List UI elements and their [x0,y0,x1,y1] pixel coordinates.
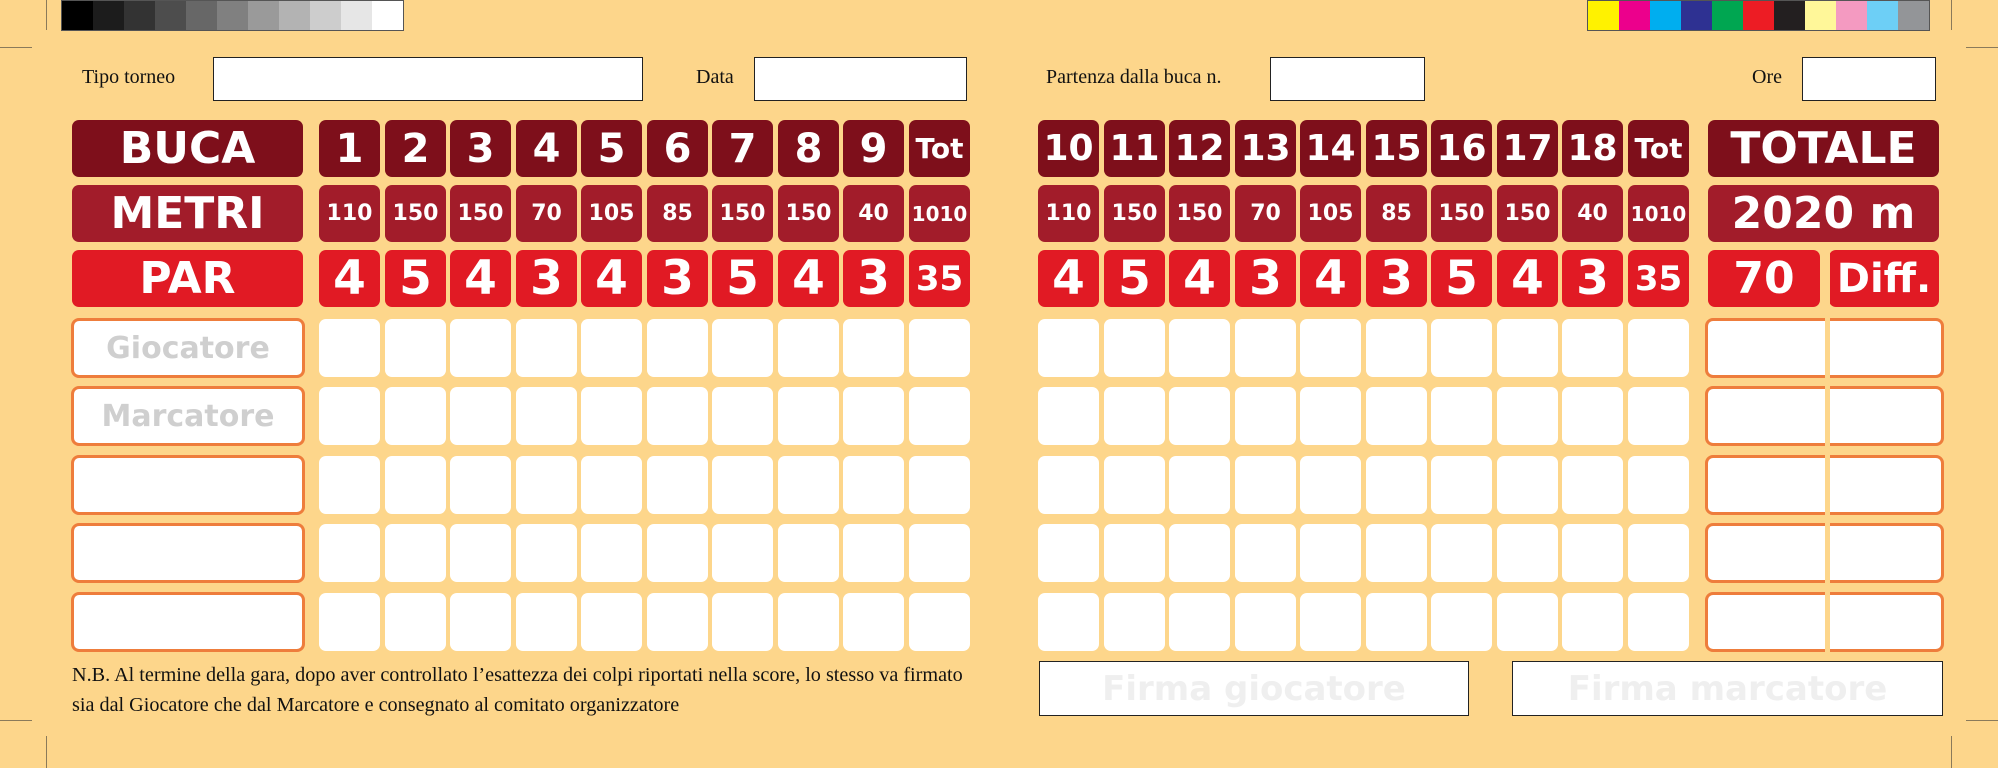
score-cell[interactable] [843,456,904,514]
ore-field[interactable] [1802,57,1936,101]
score-cell[interactable] [1104,456,1165,514]
score-cell[interactable] [1038,319,1099,377]
crop-mark [1951,0,1952,30]
score-cell[interactable] [1562,319,1623,377]
score-cell[interactable] [581,456,642,514]
partenza-label: Partenza dalla buca n. [1046,66,1222,88]
score-cell[interactable] [385,524,446,582]
score-cell[interactable] [909,319,970,377]
score-cell[interactable] [1431,593,1492,651]
tipo-torneo-label: Tipo torneo [82,66,176,88]
score-cell[interactable] [1497,319,1558,377]
calibration-swatch [341,1,372,30]
front-par-cell: 5 [385,250,446,307]
front-metri-cell: 150 [778,185,839,242]
tipo-torneo-field[interactable] [213,57,643,101]
score-cell[interactable] [1300,593,1361,651]
back-hole-cell: Tot [1628,120,1689,177]
score-cell[interactable] [647,319,708,377]
score-cell[interactable] [1104,593,1165,651]
ore-label: Ore [1752,66,1782,88]
calibration-swatch [310,1,341,30]
score-cell[interactable] [1169,593,1230,651]
score-cell[interactable] [1235,593,1296,651]
front-par-cell: 5 [712,250,773,307]
calibration-swatch [217,1,248,30]
score-cell[interactable] [450,524,511,582]
score-cell[interactable] [1169,319,1230,377]
calibration-swatch [1619,1,1650,30]
color-calibration-bar [1587,0,1930,31]
front-hole-cell: 3 [450,120,511,177]
score-cell[interactable] [1562,456,1623,514]
back-hole-cell: 17 [1497,120,1558,177]
front-hole-cell: 4 [516,120,577,177]
crop-mark [0,720,32,721]
crop-mark [46,736,47,768]
front-par-cell: 4 [450,250,511,307]
par-label: PAR [72,250,303,307]
calibration-swatch [1898,1,1929,30]
front-par-cell: 4 [581,250,642,307]
calibration-swatch [1743,1,1774,30]
score-cell[interactable] [1104,524,1165,582]
score-cell[interactable] [1104,319,1165,377]
score-cell[interactable] [1497,524,1558,582]
score-cell[interactable] [1366,387,1427,445]
player-name-giocatore[interactable]: Giocatore [71,318,305,378]
score-cell[interactable] [1038,456,1099,514]
calibration-swatch [155,1,186,30]
calibration-swatch [248,1,279,30]
calibration-swatch [1681,1,1712,30]
score-cell[interactable] [1235,319,1296,377]
score-cell[interactable] [1628,593,1689,651]
score-cell[interactable] [712,387,773,445]
score-cell[interactable] [319,456,380,514]
score-cell[interactable] [1169,387,1230,445]
score-cell[interactable] [712,593,773,651]
score-cell[interactable] [1235,456,1296,514]
score-cell[interactable] [909,456,970,514]
back-metri-cell: 70 [1235,185,1296,242]
score-cell[interactable] [1497,593,1558,651]
partenza-field[interactable] [1270,57,1425,101]
score-cell[interactable] [1300,456,1361,514]
front-hole-cell: 1 [319,120,380,177]
score-cell[interactable] [319,593,380,651]
score-cell[interactable] [1562,593,1623,651]
score-cell[interactable] [450,593,511,651]
score-cell[interactable] [647,593,708,651]
score-cell[interactable] [1235,524,1296,582]
player-name-marcatore[interactable]: Marcatore [71,386,305,446]
score-cell[interactable] [778,524,839,582]
score-cell[interactable] [1300,387,1361,445]
back-par-cell: 3 [1366,250,1427,307]
firma-marcatore-field[interactable]: Firma marcatore [1512,661,1943,716]
score-cell[interactable] [516,593,577,651]
score-cell[interactable] [778,387,839,445]
score-cell[interactable] [843,593,904,651]
calibration-swatch [279,1,310,30]
metri-label: METRI [72,185,303,242]
front-metri-cell: 150 [385,185,446,242]
front-par-cell: 3 [516,250,577,307]
back-metri-cell: 40 [1562,185,1623,242]
firma-giocatore-field[interactable]: Firma giocatore [1039,661,1469,716]
front-par-cell: 35 [909,250,970,307]
calibration-swatch [62,1,93,30]
score-cell[interactable] [581,593,642,651]
score-cell[interactable] [712,319,773,377]
back-hole-cell: 13 [1235,120,1296,177]
score-cell[interactable] [909,524,970,582]
front-metri-cell: 150 [712,185,773,242]
front-hole-cell: Tot [909,120,970,177]
front-hole-cell: 6 [647,120,708,177]
front-metri-cell: 150 [450,185,511,242]
player-name-row-3[interactable] [71,455,305,515]
score-cell[interactable] [1628,524,1689,582]
total-diff-divider [1825,244,1830,656]
back-metri-cell: 150 [1431,185,1492,242]
score-cell[interactable] [647,387,708,445]
front-metri-cell: 85 [647,185,708,242]
score-cell[interactable] [909,593,970,651]
score-cell[interactable] [1431,524,1492,582]
back-metri-cell: 105 [1300,185,1361,242]
score-cell[interactable] [1497,387,1558,445]
score-cell[interactable] [647,456,708,514]
score-cell[interactable] [843,319,904,377]
diff-label: Diff. [1829,250,1939,307]
score-cell[interactable] [1169,524,1230,582]
score-cell[interactable] [1431,319,1492,377]
score-cell[interactable] [516,456,577,514]
player-name-row-5[interactable] [71,592,305,652]
crop-mark [1951,736,1952,768]
back-par-cell: 3 [1562,250,1623,307]
back-hole-cell: 11 [1104,120,1165,177]
score-cell[interactable] [319,387,380,445]
front-metri-cell: 105 [581,185,642,242]
score-cell[interactable] [1562,524,1623,582]
front-hole-cell: 8 [778,120,839,177]
calibration-swatch [124,1,155,30]
rules-note: N.B. Al termine della gara, dopo aver controllato l’esattezza dei colpi riportati nella score, lo stesso va firmato sia dal Giocatore che dal Marcatore e consegnato al comitato organizzatore [72,664,963,716]
score-cell[interactable] [1235,387,1296,445]
score-cell[interactable] [778,319,839,377]
score-cell[interactable] [581,319,642,377]
calibration-swatch [1774,1,1805,30]
score-cell[interactable] [778,593,839,651]
back-par-cell: 4 [1038,250,1099,307]
score-cell[interactable] [385,387,446,445]
score-cell[interactable] [1366,319,1427,377]
calibration-swatch [372,1,403,30]
score-cell[interactable] [1628,319,1689,377]
calibration-swatch [1805,1,1836,30]
back-par-cell: 4 [1169,250,1230,307]
score-cell[interactable] [319,524,380,582]
back-metri-cell: 85 [1366,185,1427,242]
score-cell[interactable] [385,319,446,377]
back-metri-cell: 150 [1497,185,1558,242]
calibration-swatch [186,1,217,30]
back-par-cell: 5 [1104,250,1165,307]
score-cell[interactable] [450,319,511,377]
score-cell[interactable] [1366,524,1427,582]
score-cell[interactable] [1431,387,1492,445]
front-metri-cell: 110 [319,185,380,242]
score-cell[interactable] [319,319,380,377]
grayscale-calibration-bar [61,0,404,31]
score-cell[interactable] [1562,387,1623,445]
calibration-swatch [1836,1,1867,30]
calibration-swatch [1867,1,1898,30]
score-cell[interactable] [581,387,642,445]
score-cell[interactable] [909,387,970,445]
score-cell[interactable] [843,524,904,582]
score-cell[interactable] [516,319,577,377]
back-hole-cell: 18 [1562,120,1623,177]
score-cell[interactable] [1497,456,1558,514]
score-cell[interactable] [385,456,446,514]
back-metri-cell: 110 [1038,185,1099,242]
front-par-cell: 3 [647,250,708,307]
back-metri-cell: 150 [1169,185,1230,242]
front-metri-cell: 70 [516,185,577,242]
back-metri-cell: 150 [1104,185,1165,242]
score-cell[interactable] [1366,456,1427,514]
back-hole-cell: 15 [1366,120,1427,177]
totale-metri: 2020 m [1708,185,1939,242]
score-cell[interactable] [581,524,642,582]
front-metri-cell: 1010 [909,185,970,242]
back-par-cell: 5 [1431,250,1492,307]
score-cell[interactable] [1169,456,1230,514]
score-cell[interactable] [712,456,773,514]
score-cell[interactable] [1628,456,1689,514]
score-cell[interactable] [712,524,773,582]
score-cell[interactable] [385,593,446,651]
back-hole-cell: 12 [1169,120,1230,177]
score-cell[interactable] [450,387,511,445]
back-metri-cell: 1010 [1628,185,1689,242]
score-cell[interactable] [516,524,577,582]
back-par-cell: 4 [1300,250,1361,307]
calibration-swatch [1650,1,1681,30]
back-hole-cell: 10 [1038,120,1099,177]
score-cell[interactable] [450,456,511,514]
back-par-cell: 35 [1628,250,1689,307]
score-cell[interactable] [843,387,904,445]
score-cell[interactable] [647,524,708,582]
back-par-cell: 4 [1497,250,1558,307]
back-hole-cell: 14 [1300,120,1361,177]
score-cell[interactable] [1366,593,1427,651]
back-par-cell: 3 [1235,250,1296,307]
crop-mark [0,47,32,48]
score-cell[interactable] [1038,593,1099,651]
score-cell[interactable] [1628,387,1689,445]
calibration-swatch [1588,1,1619,30]
score-cell[interactable] [516,387,577,445]
front-hole-cell: 9 [843,120,904,177]
data-label: Data [696,66,734,88]
totale-label: TOTALE [1708,120,1939,177]
calibration-swatch [93,1,124,30]
score-cell[interactable] [1431,456,1492,514]
front-metri-cell: 40 [843,185,904,242]
score-cell[interactable] [1104,387,1165,445]
crop-mark [1966,720,1998,721]
buca-label: BUCA [72,120,303,177]
front-hole-cell: 7 [712,120,773,177]
data-field[interactable] [754,57,967,101]
crop-mark [46,0,47,30]
totale-par: 70 [1708,250,1820,307]
score-cell[interactable] [1300,319,1361,377]
score-cell[interactable] [1038,524,1099,582]
front-hole-cell: 2 [385,120,446,177]
score-cell[interactable] [1038,387,1099,445]
player-name-row-4[interactable] [71,523,305,583]
back-hole-cell: 16 [1431,120,1492,177]
front-par-cell: 3 [843,250,904,307]
calibration-swatch [1712,1,1743,30]
score-cell[interactable] [778,456,839,514]
crop-mark [1966,47,1998,48]
score-cell[interactable] [1300,524,1361,582]
front-hole-cell: 5 [581,120,642,177]
front-par-cell: 4 [319,250,380,307]
front-par-cell: 4 [778,250,839,307]
